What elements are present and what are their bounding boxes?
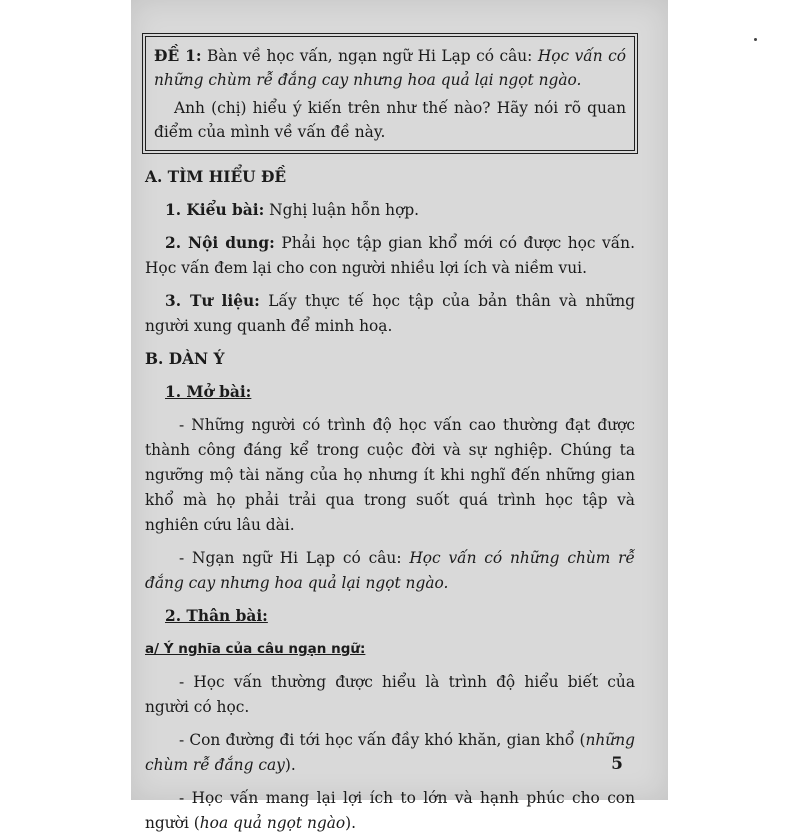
mo-bai-paragraph-1: - Những người có trình độ học vấn cao thường đạt được thành công đáng kể trong cuộc đời và sự nghiệp. Chúng ta ngưỡng mộ tài năng của họ nhưng ít khi nghĩ đến những gian khổ mà họ phải trải qua trong suốt quá trình học tập và nghiên cứu lâu dài. [145,416,635,534]
item-text: Phải học tập gian khổ mới có được học vấn. Học vấn đem lại cho con người nhiều lợi ích và niềm vui. [145,234,635,277]
item-kieu-bai [145,198,635,223]
prompt-label: ĐỀ 1: [154,47,202,65]
section-a-heading: A. TÌM HIỂU ĐỀ [145,168,287,186]
prompt-quote: Học vấn có những chùm rễ đắng cay nhưng hoa quả lại ngọt ngào. [154,47,626,89]
prompt-box [145,36,635,151]
bullet-end: ). [284,756,296,774]
item-label: 2. Nội dung: [165,234,275,252]
bullet-lead: - Học vấn mang lại lợi ích to lớn và hạnh phúc cho con người ( [145,789,635,832]
item-text: Lấy thực tế học tập của bản thân và những người xung quanh để minh hoạ. [145,292,635,335]
item-tu-lieu [145,289,635,339]
sub-a-title: a/ Ý nghĩa của câu ngạn ngữ: [145,641,366,657]
bullet-italic: hoa quả ngọt ngào [199,814,346,832]
section-b-heading: B. DÀN Ý [145,350,225,368]
item-label: 1. Kiểu bài: [165,201,265,219]
item-text: Nghị luận hỗn hợp. [264,201,420,219]
than-bai-title: 2. Thân bài: [165,607,268,625]
bullet-end: ). [345,814,357,832]
bullet-loi-ich [145,786,635,836]
bullet-hoc-van: - Học vấn thường được hiểu là trình độ hiểu biết của người có học. [145,673,635,716]
prompt-question: Anh (chị) hiểu ý kiến trên như thế nào? Hãy nói rõ quan điểm của mình về vấn đề này. [154,99,626,141]
mo-bai-title: 1. Mở bài: [165,383,252,401]
mo-bai-paragraph-2 [145,546,635,596]
item-label: 3. Tư liệu: [165,292,260,310]
proverb-quote: Học vấn có những chùm rễ đắng cay nhưng hoa quả lại ngọt ngào. [145,549,635,592]
page-number: 5 [611,754,623,774]
item-noi-dung [145,231,635,281]
prompt-intro: Bàn về học vấn, ngạn ngữ Hi Lạp có câu: [201,47,538,65]
proverb-lead: - Ngạn ngữ Hi Lạp có câu: [179,549,410,567]
book-page [131,0,668,832]
speck [754,38,757,41]
bullet-lead: - Con đường đi tới học vấn đầy khó khăn, gian khổ ( [179,731,586,749]
bullet-con-duong [145,728,635,778]
bullet-italic: những chùm rễ đắng cay [145,731,635,774]
page-content [145,36,635,836]
prompt-line [154,45,626,92]
